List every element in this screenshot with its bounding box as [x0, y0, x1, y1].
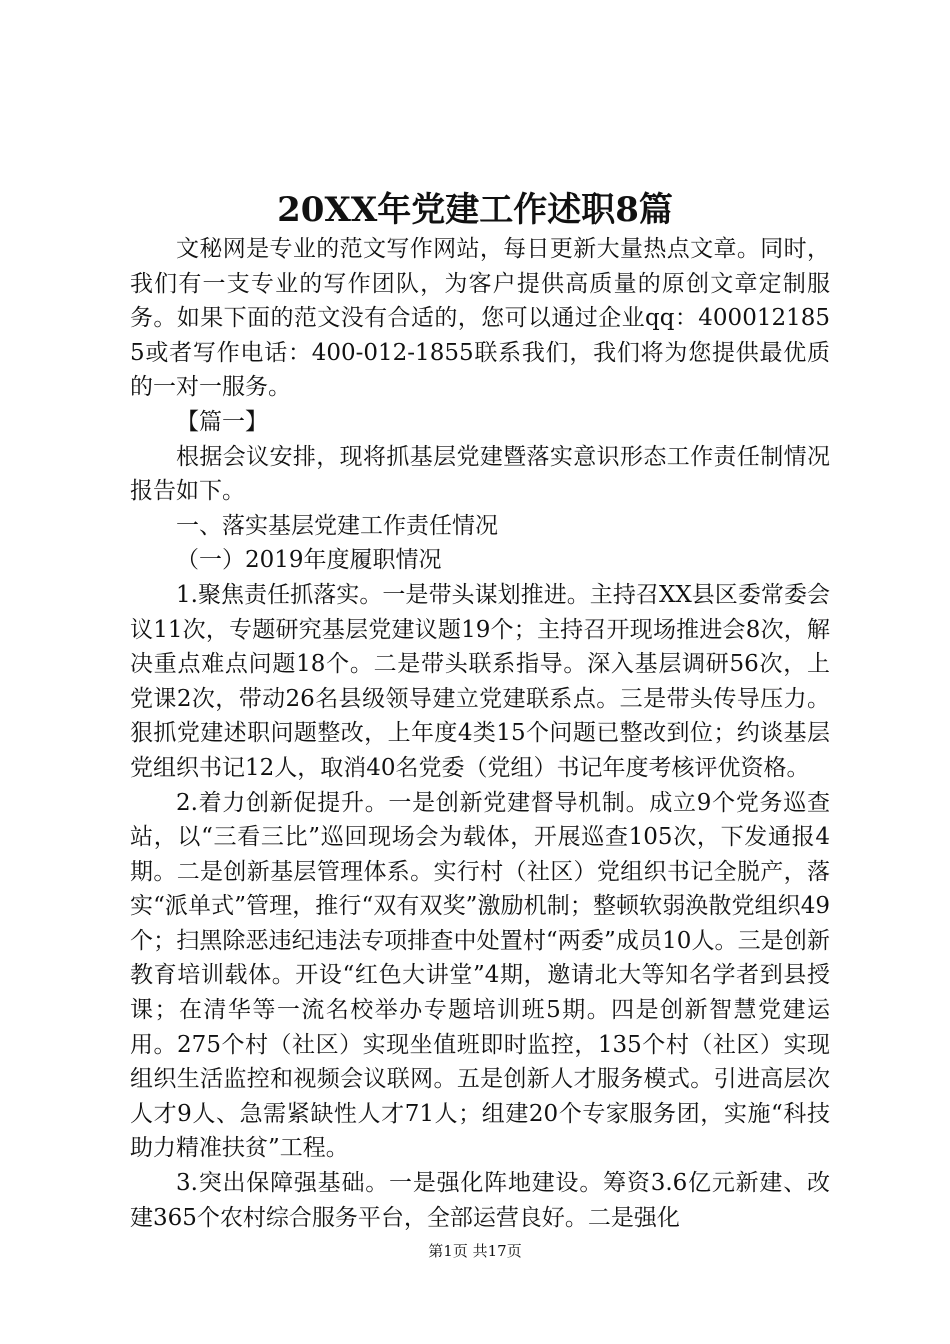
body-paragraph: 根据会议安排，现将抓基层党建暨落实意识形态工作责任制情况报告如下。: [130, 443, 830, 505]
document-body: [130, 232, 830, 1235]
page-number-footer: 第1页 共17页: [428, 1242, 522, 1260]
body-paragraph: 2.着力创新促提升。一是创新党建督导机制。成立9个党务巡查站，以“三看三比”巡回现场会为载体，开展巡查105次，下发通报4期。二是创新基层管理体系。实行村（社区）党组织书记全脱产，落实“派单式”管理，推行“双有双奖”激励机制；整顿软弱涣散党组织49个；扫黑除恶违纪违法专项排查中处置村“两委”成员10人。三是创新教育培训载体。开设“红色大讲堂”4期，邀请北大等知名学者到县授课；在清华等一流名校举办专题培训班5期。四是创新智慧党建运用。275个村（社区）实现坐值班即时监控，135个村（社区）实现组织生活监控和视频会议联网。五是创新人才服务模式。引进高层次人才9人、急需紧缺性人才71人；组建20个专家服务团，实施“科技助力精准扶贫”工程。: [130, 789, 830, 1162]
section-heading-level-1: 一、落实基层党建工作责任情况: [176, 512, 498, 539]
body-paragraph: 1.聚焦责任抓落实。一是带头谋划推进。主持召XX县区委常委会议11次，专题研究基层党建议题19个；主持召开现场推进会8次，解决重点难点问题18个。二是带头联系指导。深入基层调研56次，上党课2次，带动26名县级领导建立党建联系点。三是带头传导压力。狠抓党建述职问题整改，上年度4类15个问题已整改到位；约谈基层党组织书记12人，取消40名党委（党组）书记年度考核评优资格。: [130, 581, 830, 781]
section-heading-part-one: 【篇一】: [176, 408, 268, 435]
body-paragraph: 3.突出保障强基础。一是强化阵地建设。筹资3.6亿元新建、改建365个农村综合服务平台，全部运营良好。二是强化: [130, 1170, 830, 1231]
document-title: 20XX年党建工作述职8篇: [277, 190, 673, 230]
section-heading-level-2: （一）2019年度履职情况: [176, 547, 442, 574]
intro-paragraph: 文秘网是专业的范文写作网站，每日更新大量热点文章。同时，我们有一支专业的写作团队，为客户提供高质量的原创文章定制服务。如果下面的范文没有合适的，您可以通过企业qq：4000121855或者写作电话：400-012-1855联系我们，我们将为您提供最优质的一对一服务。: [130, 236, 830, 401]
